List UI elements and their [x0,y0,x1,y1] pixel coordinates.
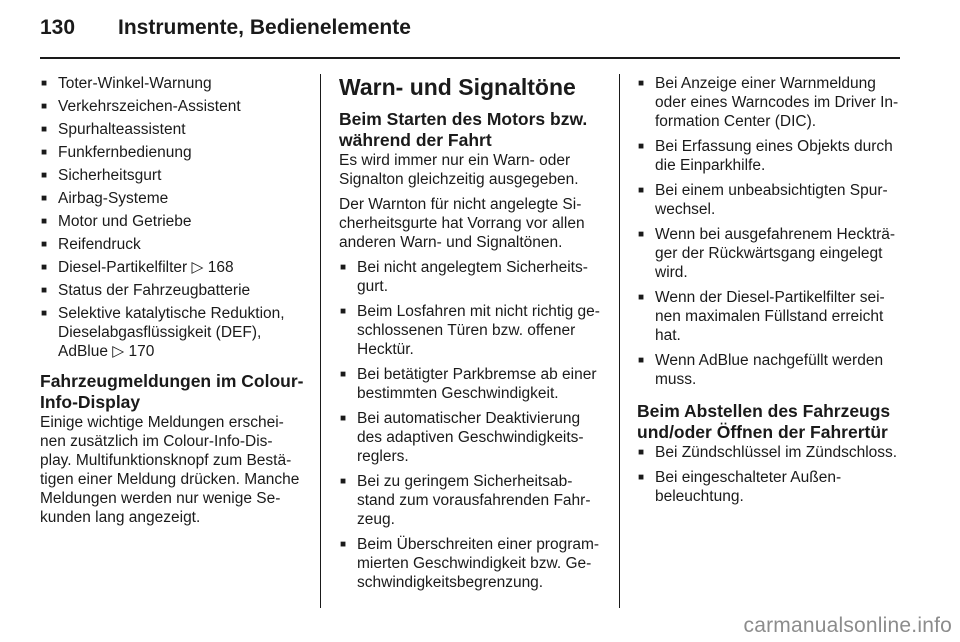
list-item: ■ Motor und Getriebe [40,212,304,231]
list-item: ■ Beim Überschreiten einer program-mierten Geschwindigkeit bzw. Ge-schwindigkeitsbegrenzung. [339,535,605,592]
list-item: ■ Funkfernbedienung [40,143,304,162]
list-item: ■ Status der Fahrzeugbatterie [40,281,304,300]
signal-list [339,258,605,592]
section-heading: Beim Abstellen des Fahrzeugs und/oder Öffnen der Fahrertür [637,401,891,442]
list-item: ■ Bei Zündschlüssel im Zündschloss. [637,443,903,462]
page-number: 130 [40,16,76,39]
column-divider-1 [320,74,321,608]
list-item: ■ Bei einem unbeabsichtigten Spur-wechsel. [637,181,903,219]
list-item: ■ Reifendruck [40,235,304,254]
list-item: ■ Bei Erfassung eines Objekts durch die Einparkhilfe. [637,137,903,175]
signal-list-continued [637,74,903,389]
paragraph: Es wird immer nur ein Warn- oder Signalton gleichzeitig ausgegeben. [339,152,579,188]
warning-list [40,74,304,361]
section-heading: Beim Starten des Motors bzw. während der Fahrt [339,109,588,150]
column-2 [339,74,605,598]
column-divider-2 [619,74,620,608]
list-item: ■ Airbag-Systeme [40,189,304,208]
list-item: ■ Diesel-Partikelfilter ▷ 168 [40,258,304,277]
shutdown-signal-list [637,443,903,506]
column-3 [637,74,903,512]
list-item: ■ Beim Losfahren mit nicht richtig ge-schlossenen Türen bzw. offener Hecktür. [339,302,605,359]
section-paragraph: Einige wichtige Meldungen erschei-nen zusätzlich im Colour-Info-Dis-play. Multifunktionsknopf zum Bestä-tigen einer Meldung drücken. Manche Meldungen werden nur wenige Se-kunden lang angezeigt. [40,414,300,526]
paragraph: Der Warnton für nicht angelegte Si-cherheitsgurte hat Vorrang vor allen anderen Warn- und Signaltönen. [339,196,585,251]
list-item: ■ Sicherheitsgurt [40,166,304,185]
chapter-heading: Warn- und Signaltöne [339,74,576,100]
list-item: ■ Bei zu geringem Sicherheitsab-stand zum vorausfahrenden Fahr-zeug. [339,472,605,529]
list-item: ■ Bei eingeschalteter Außen-beleuchtung. [637,468,903,506]
list-item: ■ Bei betätigter Parkbremse ab einer bestimmten Geschwindigkeit. [339,365,605,403]
watermark: carmanualsonline.info [743,614,952,637]
list-item: ■ Wenn AdBlue nachgefüllt werden muss. [637,351,903,389]
list-item: ■ Bei Anzeige einer Warnmeldung oder eines Warncodes im Driver In-formation Center (DIC). [637,74,903,131]
section-heading: Fahrzeugmeldungen im Colour-Info-Display [40,371,304,412]
list-item: ■ Toter-Winkel-Warnung [40,74,304,93]
header-rule [40,57,900,59]
list-item: ■ Spurhalteassistent [40,120,304,139]
list-item: ■ Bei nicht angelegtem Sicherheits-gurt. [339,258,605,296]
list-item: ■ Verkehrszeichen-Assistent [40,97,304,116]
column-1 [40,74,304,527]
list-item: ■ Selektive katalytische Reduktion, Dieselabgasflüssigkeit (DEF), AdBlue ▷ 170 [40,304,304,361]
page-title: Instrumente, Bedienelemente [118,16,411,39]
list-item: ■ Wenn der Diesel-Partikelfilter sei-nen maximalen Füllstand erreicht hat. [637,288,903,345]
list-item: ■ Bei automatischer Deaktivierung des adaptiven Geschwindigkeits-reglers. [339,409,605,466]
list-item: ■ Wenn bei ausgefahrenem Heckträ-ger der Rückwärtsgang eingelegt wird. [637,225,903,282]
